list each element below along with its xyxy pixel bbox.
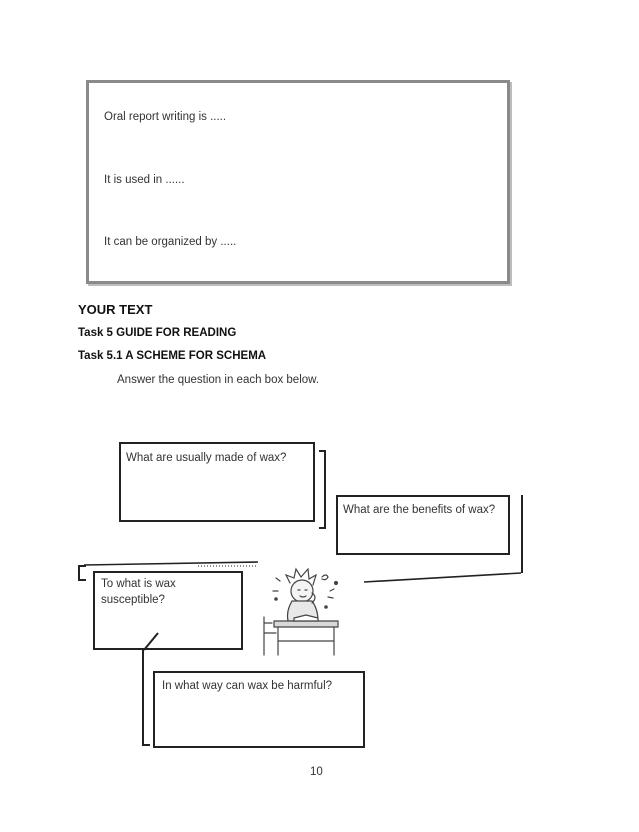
task5-heading: Task 5 GUIDE FOR READING [78, 327, 237, 339]
summary-line-1: Oral report writing is ..... [104, 111, 227, 123]
question-text-1: What are usually made of wax? [126, 452, 287, 464]
section-heading-your-text: YOUR TEXT [78, 302, 153, 317]
summary-line-3: It can be organized by ..... [104, 236, 237, 248]
page-number: 10 [310, 766, 323, 778]
instruction-text: Answer the question in each box below. [117, 374, 320, 386]
bracket-left-4 [142, 650, 150, 746]
summary-line-2: It is used in ...... [104, 174, 185, 186]
question-text-3: To what is wax susceptible? [101, 578, 176, 606]
bracket-right-2 [517, 495, 523, 573]
bracket-left-3 [78, 565, 86, 581]
thinking-student-icon [256, 563, 356, 663]
bracket-right-1 [319, 450, 326, 529]
question-text-4: In what way can wax be harmful? [162, 680, 333, 692]
question-text-2: What are the benefits of wax? [343, 504, 496, 516]
task51-heading: Task 5.1 A SCHEME FOR SCHEMA [78, 350, 267, 362]
